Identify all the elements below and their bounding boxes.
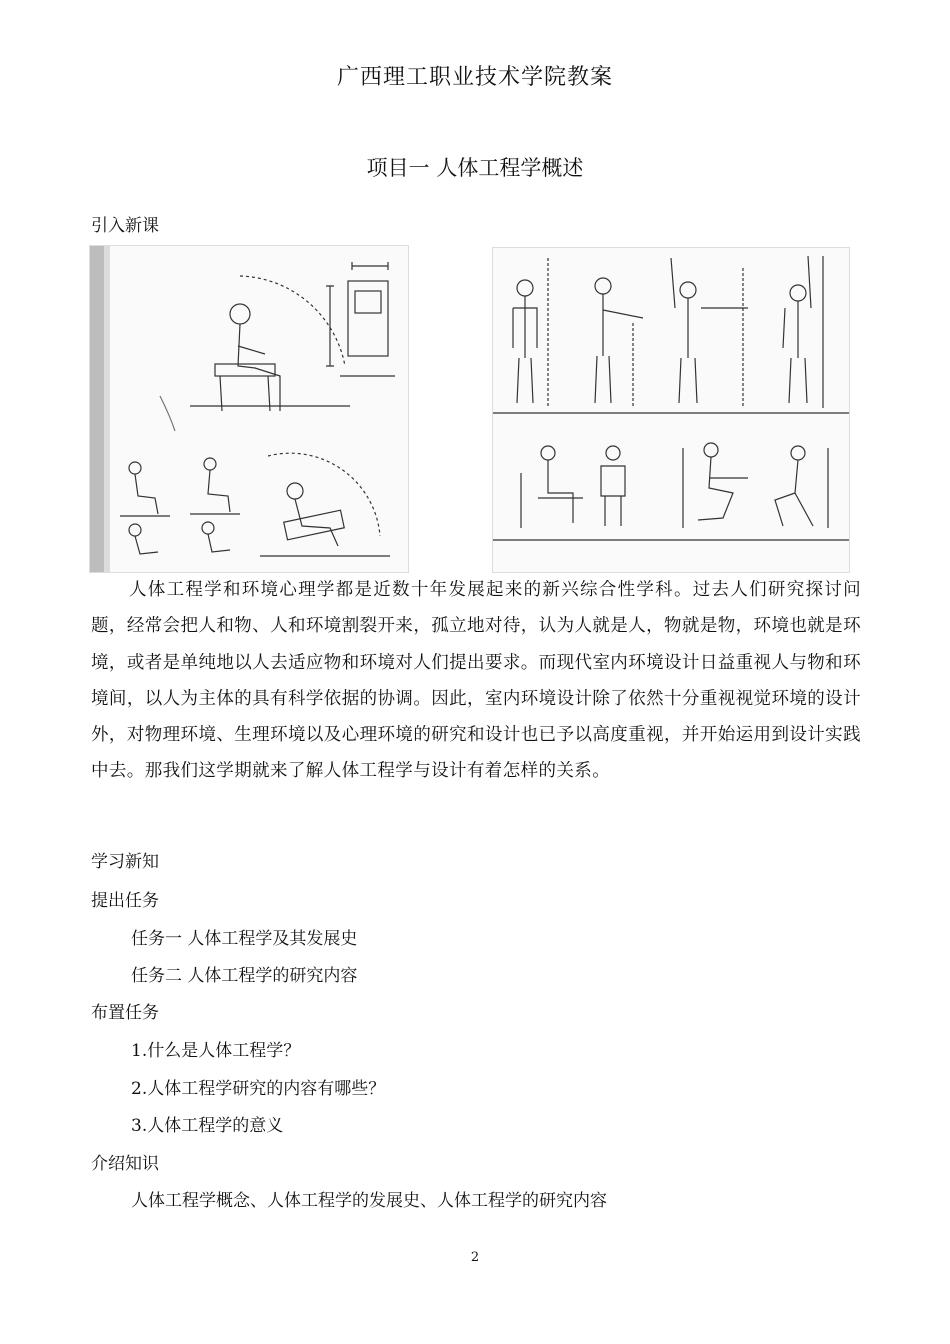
seated-posture-dimension-diagram-icon [90,246,408,572]
task-item: 任务一 人体工程学及其发展史 [131,929,358,949]
assign-label: 布置任务 [91,1003,159,1023]
body-measurement-figure [492,247,850,573]
assign-item: 3.人体工程学的意义 [131,1116,284,1136]
knowledge-content: 人体工程学概念、人体工程学的发展史、人体工程学的研究内容 [131,1191,607,1211]
school-header: 广西理工职业技术学院教案 [336,65,613,90]
assign-item: 2.人体工程学研究的内容有哪些？ [131,1079,386,1099]
task-item: 任务二 人体工程学的研究内容 [131,966,358,986]
knowledge-label: 介绍知识 [91,1154,159,1174]
human-body-posture-measurement-diagram-icon [493,248,849,572]
assign-item: 1.什么是人体工程学？ [131,1041,301,1061]
tasks-label: 提出任务 [91,891,159,911]
page-number: 2 [470,1250,480,1265]
section-title: 项目一 人体工程学概述 [366,156,584,180]
seated-posture-figure [89,245,409,573]
learn-label: 学习新知 [91,852,159,872]
intro-paragraph: 人体工程学和环境心理学都是近数十年发展起来的新兴综合性学科。过去人们研究探讨问题，经常会把人和物、人和环境割裂开来，孤立地对待，认为人就是人，物就是物，环境也就是环境，或者是单纯地以人去适应物和环境对人们提出要求。而现代室内环境设计日益重视人与物和环境间，以人为主体的具有科学依据的协调。因此，室内环境设计除了依然十分重视视觉环境的设计外，对物理环境、生理环境以及心理环境的研究和设计也已予以高度重视，并开始运用到设计实践中去。那我们这学期就来了解人体工程学与设计有着怎样的关系。 [91,580,861,782]
intro-label: 引入新课 [91,216,159,236]
